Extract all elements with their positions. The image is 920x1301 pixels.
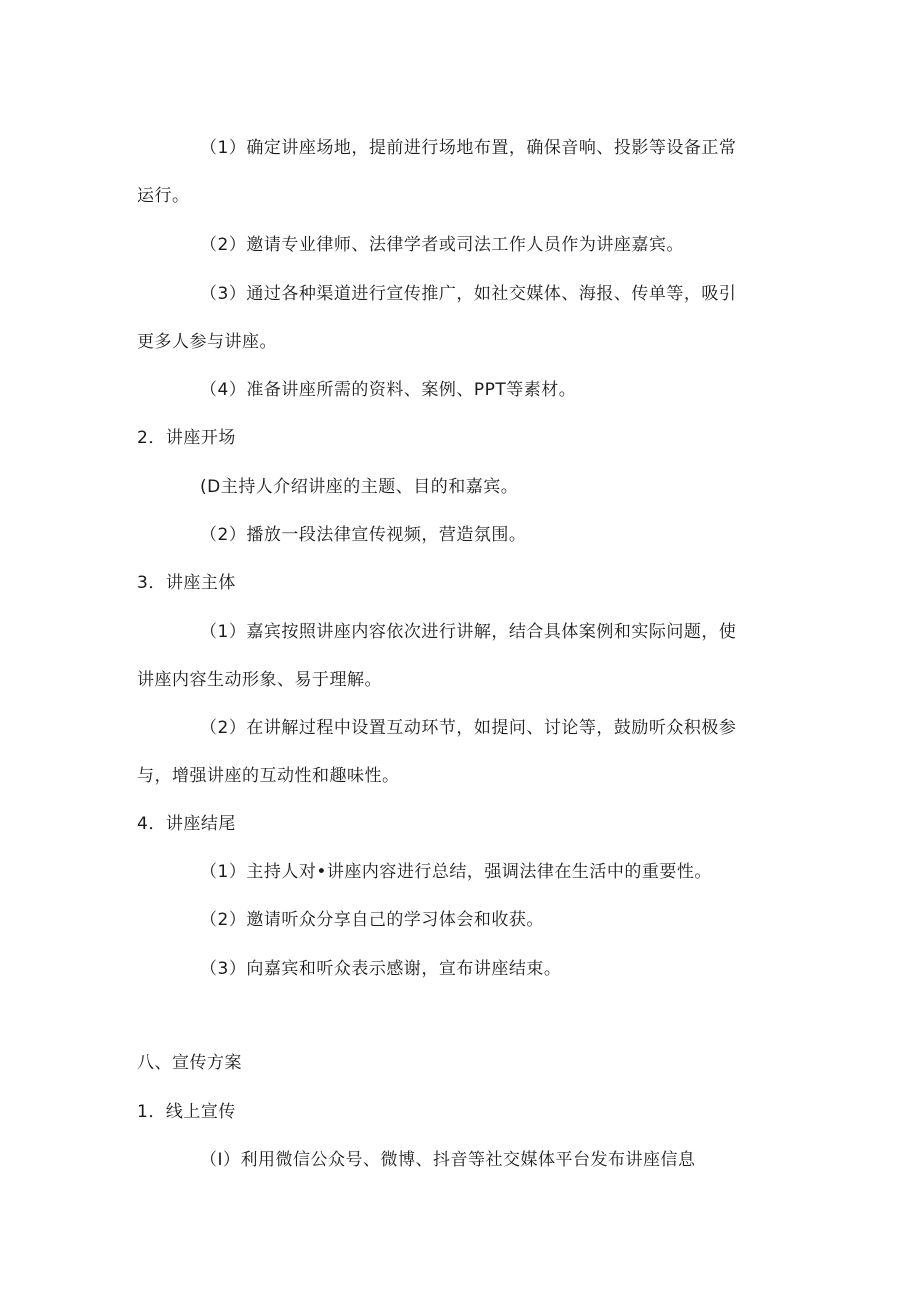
closing-heading: 4．讲座结尾: [137, 814, 236, 834]
opening-item-1: (D主持人介绍讲座的主题、目的和嘉宾。: [200, 477, 519, 497]
closing-item-3: （3）向嘉宾和听众表示感谢，宣布讲座结束。: [200, 959, 562, 979]
prep-item-4: （4）准备讲座所需的资料、案例、PPT等素材。: [200, 380, 577, 400]
prep-item-1-line-2: 运行。: [137, 186, 190, 206]
main-item-2-line-2: 与，增强讲座的互动性和趣味性。: [137, 766, 400, 786]
prep-item-1-line-1: （1）确定讲座场地，提前进行场地布置，确保音响、投影等设备正常: [200, 138, 737, 158]
main-heading: 3．讲座主体: [137, 573, 236, 593]
prep-item-2: （2）邀请专业律师、法律学者或司法工作人员作为讲座嘉宾。: [200, 235, 684, 255]
prep-item-3-line-1: （3）通过各种渠道进行宣传推广，如社交媒体、海报、传单等，吸引: [200, 284, 737, 304]
closing-item-2: （2）邀请听众分享自己的学习体会和收获。: [200, 910, 544, 930]
closing-item-1: （1）主持人对•讲座内容进行总结，强调法律在生活中的重要性。: [200, 862, 712, 882]
opening-item-2: （2）播放一段法律宣传视频，营造氛围。: [200, 525, 527, 545]
publicity-online-heading: 1．线上宣传: [137, 1102, 236, 1122]
main-item-2-line-1: （2）在讲解过程中设置互动环节，如提问、讨论等，鼓励听众积极参: [200, 718, 737, 738]
publicity-item-1: （I）利用微信公众号、微博、抖音等社交媒体平台发布讲座信息: [200, 1150, 696, 1170]
main-item-1-line-2: 讲座内容生动形象、易于理解。: [137, 670, 382, 690]
publicity-section-title: 八、宣传方案: [137, 1053, 242, 1073]
prep-item-3-line-2: 更多人参与讲座。: [137, 332, 277, 352]
main-item-1-line-1: （1）嘉宾按照讲座内容依次进行讲解，结合具体案例和实际问题，使: [200, 622, 737, 642]
opening-heading: 2．讲座开场: [137, 428, 236, 448]
